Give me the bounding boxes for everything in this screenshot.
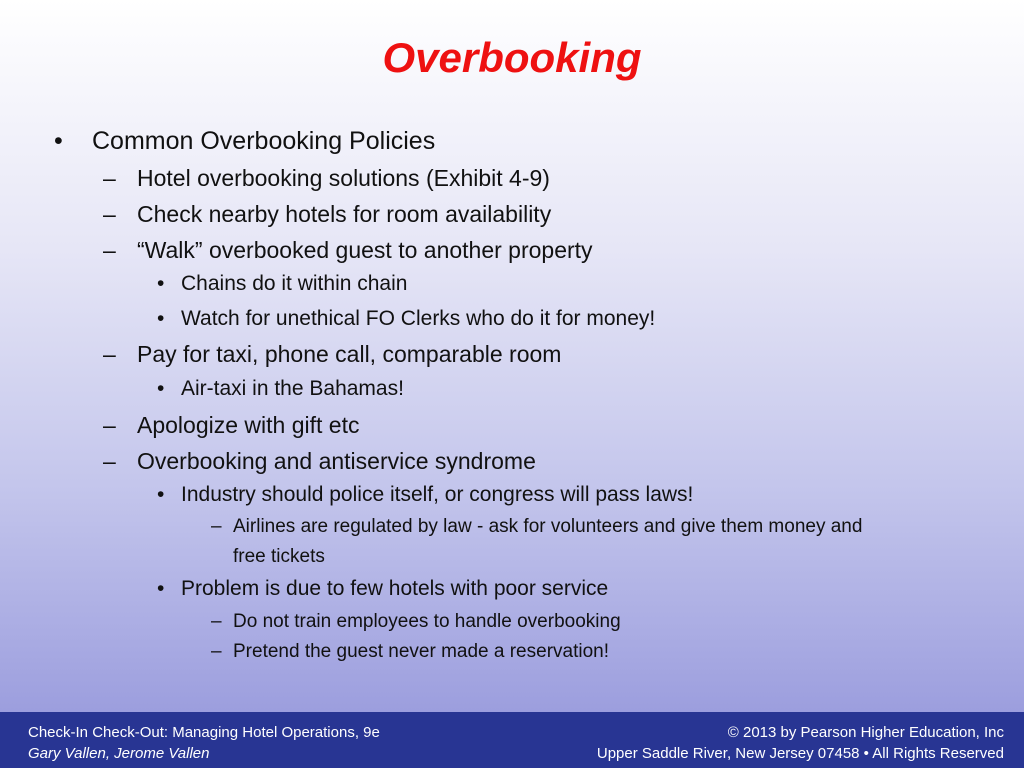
dash-marker: – <box>103 201 116 227</box>
dash-marker: – <box>103 448 116 474</box>
bullet-text: Air-taxi in the Bahamas! <box>181 377 404 400</box>
bullet-text: Industry should police itself, or congress will pass laws! <box>181 483 694 506</box>
dot-marker: • <box>157 483 165 506</box>
dot-marker: • <box>157 307 165 330</box>
dot-marker: • <box>157 577 165 600</box>
bullet-text: Watch for unethical FO Clerks who do it for money! <box>181 307 656 330</box>
level4-continuation <box>233 543 325 571</box>
sub-sub-bullet-item <box>157 481 694 509</box>
dash-marker: – <box>211 641 222 662</box>
sub-bullet-item <box>103 235 593 265</box>
slide-footer <box>0 712 1024 768</box>
bullet-text: Pretend the guest never made a reservation! <box>233 641 610 662</box>
bullet-text: Check nearby hotels for room availability <box>137 201 552 227</box>
sub-bullet-item <box>103 339 562 369</box>
bullet-text: Common Overbooking Policies <box>92 127 436 155</box>
footer-authors: Gary Vallen, Jerome Vallen <box>28 745 210 762</box>
dash-marker: – <box>211 516 222 537</box>
dash-marker: – <box>103 341 116 367</box>
sub-sub-bullet-item <box>157 270 408 298</box>
bullet-text: Problem is due to few hotels with poor service <box>181 577 609 600</box>
sub-bullet-item <box>103 163 550 193</box>
footer-book-title: Check-In Check-Out: Managing Hotel Operations, 9e <box>28 724 380 741</box>
slide-title: Overbooking <box>382 34 642 81</box>
sub-bullet-item <box>103 199 552 229</box>
bullet-item <box>54 126 436 156</box>
level4-bullet-item <box>211 513 863 541</box>
dash-marker: – <box>103 237 116 263</box>
sub-sub-bullet-item <box>157 305 656 333</box>
bullet-text: Do not train employees to handle overbooking <box>233 611 621 632</box>
bullet-text: free tickets <box>233 546 325 567</box>
level4-bullet-item <box>211 638 610 666</box>
bullet-marker: • <box>54 127 63 155</box>
dot-marker: • <box>157 377 165 400</box>
bullet-text: “Walk” overbooked guest to another property <box>137 237 593 263</box>
footer-copyright: © 2013 by Pearson Higher Education, Inc <box>727 724 1004 741</box>
bullet-text: Pay for taxi, phone call, comparable room <box>137 341 562 367</box>
bullet-text: Chains do it within chain <box>181 272 408 295</box>
bullet-text: Hotel overbooking solutions (Exhibit 4-9) <box>137 165 550 191</box>
level4-bullet-item <box>211 608 621 636</box>
dash-marker: – <box>103 165 116 191</box>
sub-bullet-item <box>103 410 360 440</box>
bullet-text: Airlines are regulated by law - ask for volunteers and give them money and <box>233 516 863 537</box>
sub-sub-bullet-item <box>157 575 609 603</box>
bullet-text: Apologize with gift etc <box>137 412 360 438</box>
dash-marker: – <box>103 412 116 438</box>
footer-address: Upper Saddle River, New Jersey 07458 • All Rights Reserved <box>596 745 1004 762</box>
bullet-text: Overbooking and antiservice syndrome <box>137 448 536 474</box>
dash-marker: – <box>211 611 222 632</box>
dot-marker: • <box>157 272 165 295</box>
sub-sub-bullet-item <box>157 375 404 403</box>
sub-bullet-item <box>103 446 536 476</box>
